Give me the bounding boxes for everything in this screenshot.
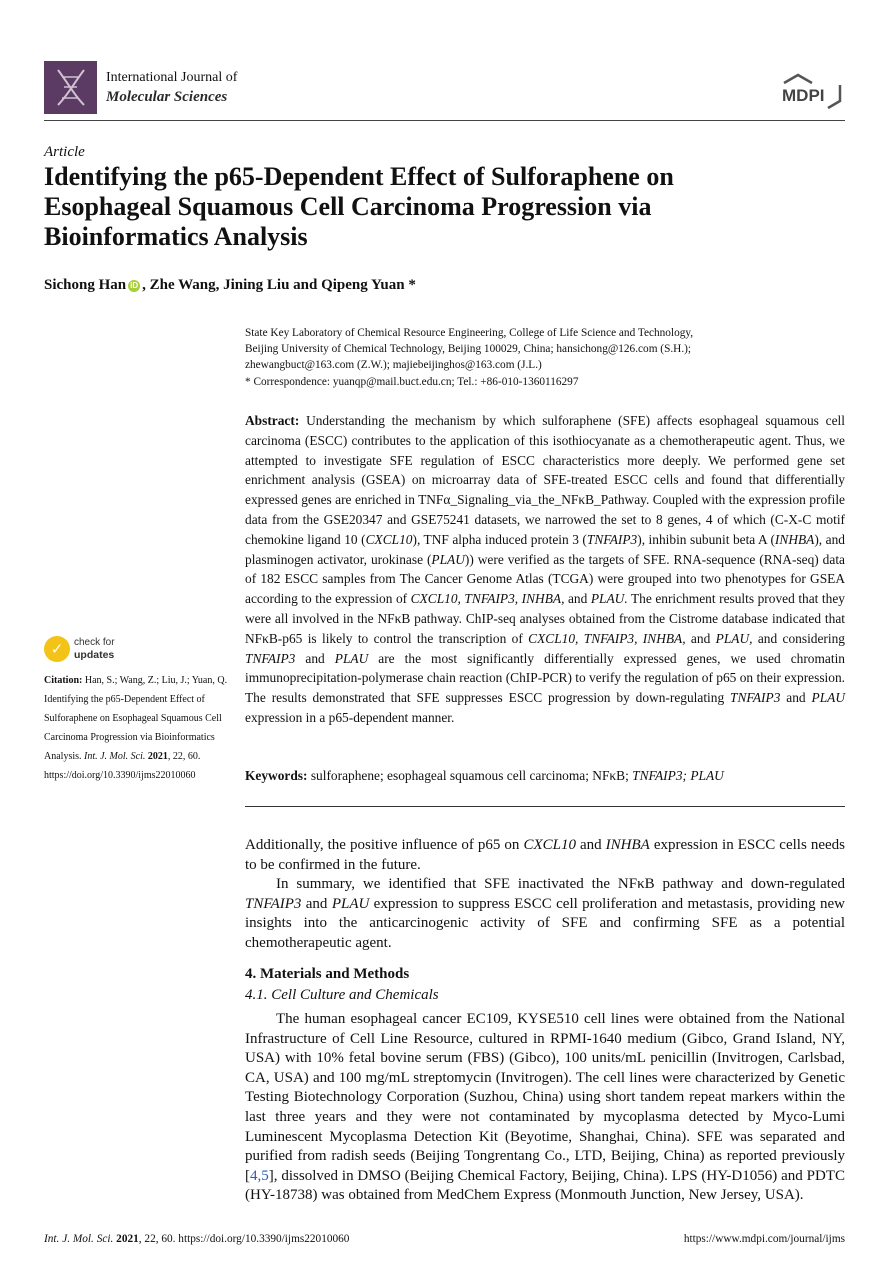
affiliation-line: zhewangbuct@163.com (Z.W.); majiebeijinghos@163.com (J.L.): [245, 359, 542, 372]
journal-name-line1: International Journal of: [106, 70, 238, 85]
footer-citation: Int. J. Mol. Sci. 2021, 22, 60. https://doi.org/10.3390/ijms22010060: [44, 1233, 350, 1245]
journal-name-line2: Molecular Sciences: [106, 89, 228, 105]
body-paragraph: Additionally, the positive influence of p65 on CXCL10 and INHBA expression in ESCC cells needs to be confirmed in the future.: [245, 837, 845, 873]
dna-icon: [44, 61, 97, 114]
body-paragraph: The human esophageal cancer EC109, KYSE510 cell lines were obtained from the National Infrastructure of Cell Line Resource, cultured in RPMI-1640 medium (Gibco, Grand Island, NY, USA) with 10% fetal bovine serum (FBS) (Gibco), 100 units/mL penicillin (Invitrogen, Carlsbad, CA, USA) and 100 mg/mL streptomycin (Invitrogen). The cell lines were characterized by Genetic Testing Biotechnology Corporation (Suzhou, China) using short tandem repeat markers within the last three years and they were not contaminated by mycoplasma detected by Myco-Lumi Luminescent Mycoplasma Detection Kit (Beyotime, Shanghai, China). SFE was separated and purified from radish seeds (Beijing Tongrentang Co., LTD, Beijing, China) as reported previously [4,5], dissolved in DMSO (Beijing Chemical Factory, Beijing, China). LPS (HY-D1056) and PDTC (HY-18738) was obtained from MedChem Express (Monmouth Junction, New Jersey, USA).: [245, 1011, 845, 1204]
check-updates-line1: check for: [74, 637, 115, 648]
correspondence-line: * Correspondence: yuanqp@mail.buct.edu.cn; Tel.: +86-010-1360116297: [245, 375, 579, 388]
journal-logo: [44, 61, 97, 114]
affiliation-line: State Key Laboratory of Chemical Resource Engineering, College of Life Science and Technology,: [245, 327, 694, 339]
mdpi-logo-text: MDPI: [782, 86, 825, 105]
section-heading: 4. Materials and Methods: [245, 966, 410, 982]
article-title: Identifying the p65-Dependent Effect of Sulforaphene on Esophageal Squamous Cell Carcinoma Progression via Bioinformatics Analysis: [44, 162, 674, 251]
author-first[interactable]: Sichong Han: [44, 277, 127, 293]
affiliation-line: Beijing University of Chemical Technology, Beijing 100029, China; hansichong@126.com (S.H.);: [245, 343, 692, 356]
affiliations: [245, 325, 845, 390]
author-rest: , Zhe Wang, Jining Liu and Qipeng Yuan *: [142, 277, 416, 293]
keywords: Keywords: sulforaphene; esophageal squamous cell carcinoma; NFκB; TNFAIP3; PLAU: [245, 768, 724, 783]
article-type: Article: [44, 144, 85, 160]
keywords-divider: [245, 806, 845, 807]
orcid-icon[interactable]: iD: [130, 281, 139, 290]
abstract-label: Abstract:: [245, 413, 300, 428]
body-paragraph: In summary, we identified that SFE inactivated the NFκB pathway and down-regulated TNFAIP3 and PLAU expression to suppress ESCC cell proliferation and metastasis, providing new insights into the anticarcinogenic activity of SFE and confirming SFE as a potential chemotherapeutic agent.: [245, 876, 845, 951]
reference-link[interactable]: 4,5: [250, 1167, 269, 1184]
keywords-label: Keywords:: [245, 768, 308, 783]
abstract: Abstract: Understanding the mechanism by which sulforaphene (SFE) affects esophageal squamous cell carcinoma (ESCC) contributes to the application of this isothiocyanate as a chemotherapeutic agent. Thus, we attempted to investigate SFE regulation of ESCC characteristics more deeply. We performed gene set enrichment analysis (GSEA) on microarray data of SFE-treated ESCC cells and found that differentially expressed genes are enriched in TNFα_Signaling_via_the_NFκB_Pathway. Coupled with the expression profile data from the GSE20347 and GSE75241 datasets, we narrowed the set to 8 genes, 4 of which (C-X-C motif chemokine ligand 10 (CXCL10), TNF alpha induced protein 3 (TNFAIP3), inhibin subunit beta A (INHBA), and plasminogen activator, urokinase (PLAU)) were verified as the targets of SFE. RNA-sequence (RNA-seq) data of 182 ESCC samples from The Cancer Genome Atlas (TCGA) were grouped into two phenotypes for GSEA according to the expression of CXCL10, TNFAIP3, INHBA, and PLAU. The enrichment results proved that they were all involved in the NFκB pathway. ChIP-seq analyses obtained from the Cistrome database indicated that NFκB-p65 is likely to control the transcription of CXCL10, TNFAIP3, INHBA, and PLAU, and considering TNFAIP3 and PLAU are the most significantly differentially expressed genes, we used chromatin immunoprecipitation-polymerase chain reaction (ChIP-PCR) to verify the regulation of p65 on their expression. The results demonstrated that SFE suppresses ESCC progression by down-regulating TNFAIP3 and PLAU expression in a p65-dependent manner.: [245, 413, 845, 725]
mdpi-logo[interactable]: [778, 71, 844, 111]
citation-label: Citation:: [44, 675, 83, 686]
footer-journal-url[interactable]: https://www.mdpi.com/journal/ijms: [683, 1233, 845, 1245]
author-list: [44, 277, 416, 294]
check-updates-line2: updates: [74, 649, 115, 661]
check-icon: ✓: [44, 636, 70, 662]
citation-block: Citation: Han, S.; Wang, Z.; Liu, J.; Yuan, Q. Identifying the p65-Dependent Effect of Sulforaphene on Esophageal Squamous Cell Carcinoma Progression via Bioinformatics Analysis. Int. J. Mol. Sci. 2021, 22, 60. https://doi.org/10.3390/ijms22010060: [44, 675, 228, 781]
header-rule: [44, 120, 845, 121]
subsection-heading: 4.1. Cell Culture and Chemicals: [245, 987, 439, 1003]
